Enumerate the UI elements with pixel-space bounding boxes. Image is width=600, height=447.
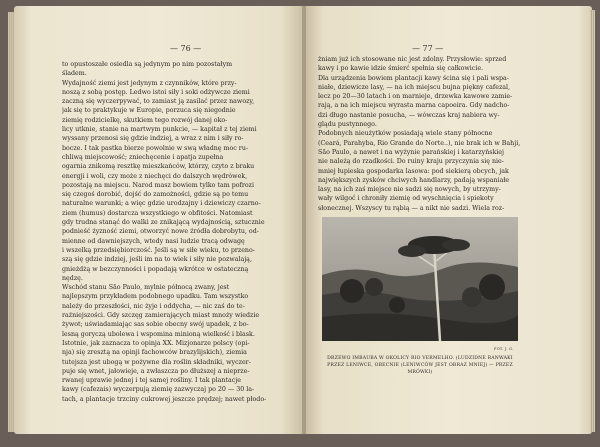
text-line: to opustoszałe osiedla są jedynym po nim pozostałym: [62, 61, 233, 68]
text-line: Wschód stanu São Paulo, mylnie północą zwany, jest: [62, 284, 230, 292]
text-line: i wszelką przedsiębiorczość. Jeśli są w siłe wieku, to przeno-: [62, 246, 255, 254]
photo-caption: DRZEWO IMBAUBA W OKOLICY RIO VERMELHO. (LUDZIDNE RANWAKI PRZEZ LENIWCE, OBECNIE (LENIWCÓW JEST OBRAZ MNIEJ) — PRZEZ MRÓWKI): [327, 356, 513, 376]
text-line: (Ceará, Parahyba, Rio Grande do Norte..), nie brak ich w Bahji,: [318, 139, 521, 147]
text-line: noszą z sobą postęp. Ledwo istoi siły i soki odżywcze ziemi: [62, 88, 250, 96]
text-line: najlepszym przykładem podobnego upadku. Tam wszystko: [62, 293, 249, 301]
text-line: największych zysków chciwych handlarzy, padają wspaniałe: [318, 176, 510, 184]
text-line: mienne od dawniejszych, wtedy nasi ludzie tracą odwagę: [62, 237, 245, 245]
text-line: Istotnie, jak zaznacza to opinja XX. Mizjonarze polscy (opi-: [62, 339, 250, 347]
text-line: żywot; uświadamiając sas sobie obecny swój upadek, z bo-: [62, 321, 249, 329]
text-line: pozostają na miejscu. Narod masz bowiem tylko tam pofrozi: [62, 181, 254, 189]
text-line: São Paulo, a nawet i na wyżynie parańskiej i katarzyńskiej: [318, 148, 504, 156]
text-line: lecz po 20—30 latach i on marnieje, drzewka kawowe zamie-: [318, 93, 513, 101]
text-line: lesną goryczą ubolewa i wspomina minioną wielkość i blask.: [62, 330, 255, 338]
text-line: się czegoś dorobić, dojść do zamożności, gdzie są po temu: [62, 191, 249, 199]
text-line: należy do przeszłości, nic żyje i oddycha, — nic zaś do te-: [62, 302, 245, 310]
text-line: nie należą do rzadkości. Do ruiny kraju przyczynia się nie-: [318, 158, 504, 166]
text-line: glądu pustynnego.: [318, 121, 377, 129]
text-line: lasy, na ich zaś miejsce nie sadzi się nowych, by utrzymy-: [318, 186, 501, 194]
left-page-number: — 76 —: [170, 44, 202, 53]
text-line: Wydajność ziemi jest jedynym z czynników, które przy-: [62, 79, 237, 87]
text-line: niałe, dziewicze lasy, — na ich miejscu bujna piękny cafezal,: [318, 83, 511, 91]
text-line: wały wilgoć i chroniły ziemię od wyschnięcia i spiekoty: [318, 195, 494, 203]
text-line: chliwą miejscowość; zniechęcenie i apatja zupełna: [62, 153, 224, 161]
text-line: podnieść żyzność ziemi, otworzyć nowe źródła dobrobytu, od-: [62, 228, 259, 236]
text-line: tutejsza jest ubogą w pożywne dla roślin składniki, wyczer-: [62, 358, 251, 366]
text-line: kawy (cafezais) wyczerpują ziemię zazwyczaj po 20 — 30 la-: [62, 386, 255, 394]
text-line: ziem (humus) dostarcza wszystkiego w obfitości. Natomiast: [62, 209, 253, 217]
text-line: Dla urządzenia bowiem plantacji kawy ścina się i pali wspa-: [318, 74, 509, 82]
right-page-text: [318, 55, 528, 213]
left-page-text: [62, 60, 280, 404]
text-line: gdy trudna stanąć do walki ze znikającą wydajnością, sztucznie: [62, 219, 265, 227]
right-page-number: — 77 —: [412, 44, 444, 53]
photo-imbauba-tree: [322, 217, 518, 341]
text-line: Podobnych nieużytków posiadają wiele stany północne: [318, 130, 493, 138]
text-line: puje się wnet, jałowieje, a zwłaszcza po dłuższej a nieprze-: [62, 367, 250, 375]
text-line: mniej łupieska gospodarka lasowa: pod siekierą obcych, jak: [318, 167, 509, 175]
text-line: energji i woli, czy może z niechęci do dalszych wędrówek,: [62, 172, 248, 180]
text-line: słonecznej. Wszyscy tu rąbią — a nikt nie sadzi. Wiela roz-: [318, 204, 505, 212]
text-line: licy utknie, stanie na martwym punkcie, — kapitał z tej ziemi: [62, 126, 257, 134]
text-line: rwanej uprawie jednej i tej samej rośliny. I tak plantacje: [62, 377, 241, 385]
text-line: tach, a plantacje trzciny cukrowej jeszcze prędzej; nawet płodo-: [62, 395, 267, 403]
text-line: dzi długo nastanie posucha, — wówczas kraj nabiera wy-: [318, 111, 500, 119]
text-line: śladem.: [62, 70, 87, 78]
text-line: ogarnia znikomą resztkę mieszkańców, którzy, czyto z braku: [62, 163, 255, 171]
photo-credit: FOT. J. G.: [494, 347, 514, 351]
text-line: wyssany przenosi się gdzie indziej, a wraz z nim i siły ro-: [62, 135, 244, 143]
text-line: szą się gdzie indziej, jeśli im na to wiek i siły nie pozwalają,: [62, 256, 252, 264]
page-edges-right: [590, 10, 595, 432]
text-line: kawy i po kawie idzie śmierć spełnia się całkowicie.: [318, 65, 484, 73]
text-line: jak się to praktykuje w Europie, porzuca się niegodnie: [62, 107, 236, 115]
text-line: żniam już ich stosowane nic jest zdolny. Przysłowie: sprzed: [318, 56, 507, 63]
text-line: nędzę.: [62, 274, 83, 282]
text-line: naturalne warunki; a więc gdzie urodzajny i dziewiczy czarno-: [62, 200, 261, 208]
text-line: rają, a na ich miejscu wyrasta marna capoeira. Gdy nadcho-: [318, 102, 510, 110]
text-line: ziemię rodzicielkę, skutkiem tego rozwój danej oko-: [62, 116, 228, 124]
text-line: raźniejszości. Gdy szczęg zamierających miast mnoży wiedzie: [62, 312, 260, 320]
text-line: bocze. I tak pastka bierze powolnie w swą władnę moc ru-: [62, 144, 248, 152]
text-line: nja) się zresztą na opinji fachowców brazylijskich), ziemia: [62, 349, 247, 357]
text-line: gnieżdżą w bezczynności i popadają wkrótce w ostateczną: [62, 265, 249, 273]
text-line: zaczną się wyczerpywać, to zamiast ją zasilać przez nawozy,: [62, 98, 255, 106]
